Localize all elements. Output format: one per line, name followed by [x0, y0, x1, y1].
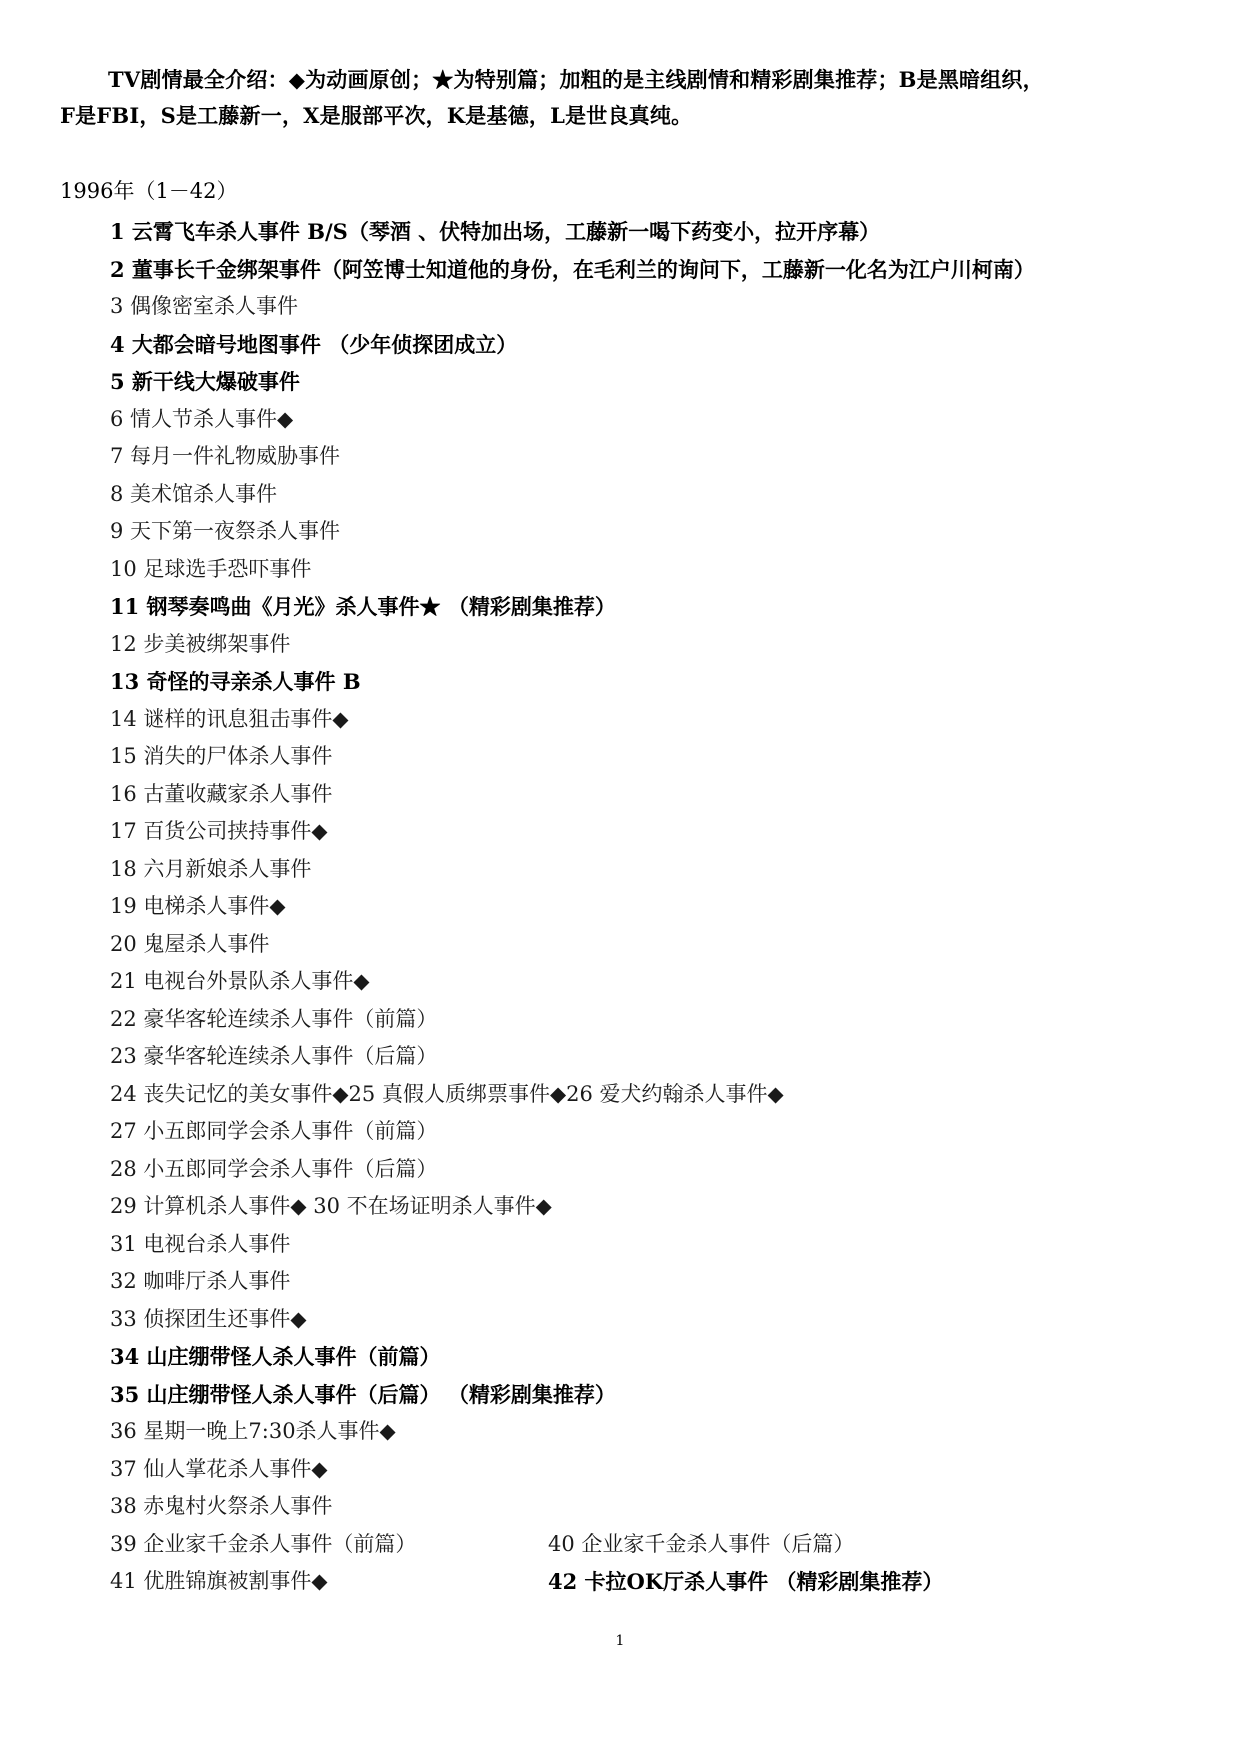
intro-line-1 — [60, 62, 1180, 98]
page-number: 1 — [615, 1633, 625, 1649]
episode-line: 23 豪华客轮连续杀人事件（后篇） — [110, 1044, 438, 1068]
episode-line: 5 新干线大爆破事件 — [110, 369, 300, 394]
episode-line: 37 仙人掌花杀人事件◆ — [110, 1456, 328, 1481]
episode-line: 24 丧失记忆的美女事件◆25 真假人质绑票事件◆26 爱犬约翰杀人事件◆ — [110, 1081, 784, 1106]
episode-line: 29 计算机杀人事件◆ 30 不在场证明杀人事件◆ — [110, 1194, 552, 1218]
episode-pair-row — [110, 1526, 1200, 1564]
episode-line: 16 古董收藏家杀人事件 — [110, 781, 333, 806]
episode-line: 20 鬼屋杀人事件 — [110, 931, 270, 956]
intro-line-2: F是FBI，S是工藤新一，X是服部平次，K是基德，L是世良真纯。 — [60, 103, 693, 128]
episode-line: 18 六月新娘杀人事件 — [110, 856, 312, 881]
episode-line: 13 奇怪的寻亲杀人事件 B — [110, 669, 361, 694]
episode-line-right: 40 企业家千金杀人事件（后篇） — [548, 1531, 855, 1556]
episode-line: 15 消失的尸体杀人事件 — [110, 744, 333, 768]
episode-line: 17 百货公司挟持事件◆ — [110, 819, 328, 843]
episode-line: 19 电梯杀人事件◆ — [110, 894, 286, 918]
episode-line: 1 云霄飞车杀人事件 B/S（琴酒 、伏特加出场，工藤新一喝下药变小，拉开序幕） — [110, 219, 881, 244]
episode-line-left: 39 企业家千金杀人事件（前篇） — [110, 1531, 417, 1556]
intro-line-1-text: TV剧情最全介绍：◆为动画原创；★为特别篇；加粗的是主线剧情和精彩剧集推荐；B是黑暗组织， — [108, 67, 1044, 92]
episode-line: 22 豪华客轮连续杀人事件（前篇） — [110, 1006, 438, 1031]
episode-line-left: 41 优胜锦旗被割事件◆ — [110, 1569, 328, 1593]
episode-pair-row — [110, 1563, 1200, 1601]
episode-line: 7 每月一件礼物威胁事件 — [110, 444, 341, 468]
year-heading: 1996年（1－42） — [60, 179, 238, 203]
episode-line: 10 足球选手恐吓事件 — [110, 556, 312, 581]
episode-line: 4 大都会暗号地图事件 （少年侦探团成立） — [110, 331, 518, 357]
episode-line: 8 美术馆杀人事件 — [110, 481, 278, 506]
episode-line: 21 电视台外景队杀人事件◆ — [110, 969, 370, 993]
episode-line-right: 42 卡拉OK厅杀人事件 （精彩剧集推荐） — [548, 1569, 944, 1594]
episode-line: 12 步美被绑架事件 — [110, 631, 291, 656]
episode-line: 9 天下第一夜祭杀人事件 — [110, 519, 341, 543]
episode-line: 3 偶像密室杀人事件 — [110, 294, 299, 318]
episode-list — [110, 213, 1200, 1601]
episode-line: 33 侦探团生还事件◆ — [110, 1306, 307, 1331]
episode-line: 2 董事长千金绑架事件（阿笠博士知道他的身份，在毛利兰的询问下，工藤新一化名为江户川柯南） — [110, 256, 1035, 282]
episode-line: 34 山庄绷带怪人杀人事件（前篇） — [110, 1344, 441, 1369]
episode-line: 32 咖啡厅杀人事件 — [110, 1269, 291, 1293]
episode-line: 14 谜样的讯息狙击事件◆ — [110, 706, 349, 731]
episode-line: 36 星期一晚上7:30杀人事件◆ — [110, 1419, 396, 1443]
episode-line: 11 钢琴奏鸣曲《月光》杀人事件★ （精彩剧集推荐） — [110, 594, 616, 619]
episode-line: 31 电视台杀人事件 — [110, 1231, 291, 1256]
episode-line: 28 小五郎同学会杀人事件（后篇） — [110, 1156, 438, 1181]
episode-line: 27 小五郎同学会杀人事件（前篇） — [110, 1119, 438, 1143]
episode-line: 6 情人节杀人事件◆ — [110, 406, 294, 431]
episode-line: 35 山庄绷带怪人杀人事件（后篇） （精彩剧集推荐） — [110, 1381, 616, 1407]
episode-line: 38 赤鬼村火祭杀人事件 — [110, 1494, 333, 1518]
intro-paragraph — [60, 62, 1180, 134]
